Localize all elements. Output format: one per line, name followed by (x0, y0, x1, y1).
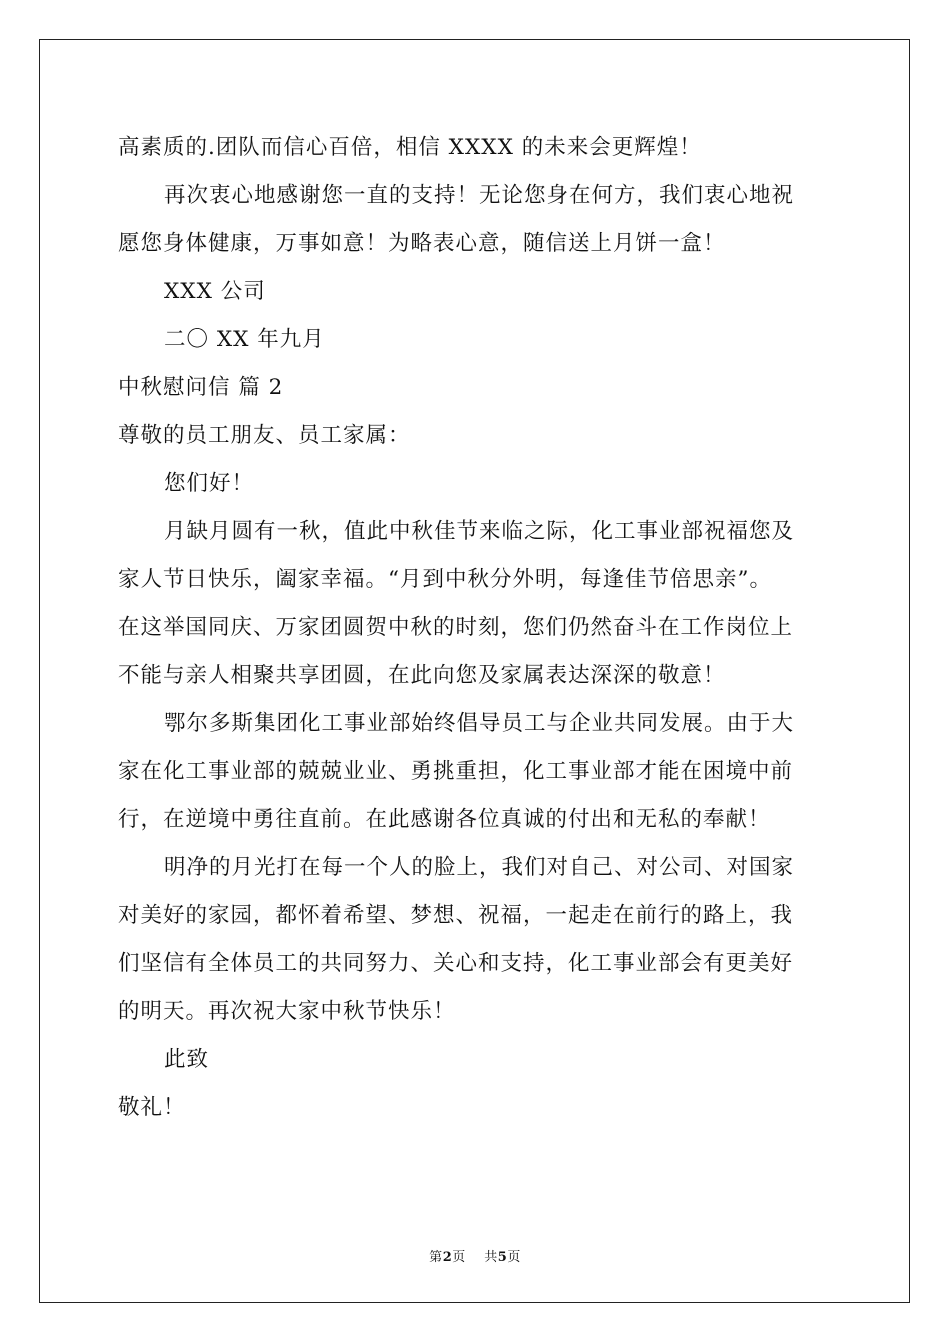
letter2-greeting: 您们好！ (164, 471, 255, 496)
footer-total-pages: 5 (497, 1250, 508, 1265)
thanks-paragraph-line: 再次衷心地感谢您一直的支持！无论您身在何方，我们衷心地祝 (164, 183, 795, 208)
paragraph2-line: 行，在逆境中勇往直前。在此感谢各位真诚的付出和无私的奉献！ (118, 807, 771, 832)
letter2-heading: 中秋慰问信 篇 2 (118, 375, 284, 400)
paragraph2-line: 鄂尔多斯集团化工事业部始终倡导员工与企业共同发展。由于大 (164, 711, 795, 736)
footer-mid: 页 共 (452, 1250, 498, 1265)
paragraph1-line: 不能与亲人相聚共享团圆，在此向您及家属表达深深的敬意！ (118, 663, 726, 688)
letter-date: 二〇 XX 年九月 (164, 327, 325, 352)
paragraph1-line: 月缺月圆有一秋，值此中秋佳节来临之际，化工事业部祝福您及 (164, 519, 795, 544)
document-body (118, 124, 835, 1132)
footer-prefix: 第 (429, 1250, 443, 1265)
page-footer (0, 1246, 950, 1265)
paragraph3-line: 明净的月光打在每一个人的脸上，我们对自己、对公司、对国家 (164, 855, 795, 880)
paragraph3-line: 们坚信有全体员工的共同努力、关心和支持，化工事业部会有更美好 (118, 951, 794, 976)
closing-ci-zhi: 此致 (164, 1047, 210, 1072)
paragraph3-line: 的明天。再次祝大家中秋节快乐！ (118, 999, 456, 1024)
thanks-paragraph-line: 愿您身体健康，万事如意！为略表心意，随信送上月饼一盒！ (118, 231, 726, 256)
closing-jing-li: 敬礼！ (118, 1095, 186, 1120)
letter2-salutation: 尊敬的员工朋友、员工家属： (118, 423, 411, 448)
paragraph1-line: 家人节日快乐，阖家幸福。“月到中秋分外明，每逢佳节倍思亲”。 (118, 567, 772, 592)
footer-suffix: 页 (507, 1250, 521, 1265)
paragraph2-line: 家在化工事业部的兢兢业业、勇挑重担，化工事业部才能在困境中前 (118, 759, 794, 784)
footer-page-number: 2 (442, 1250, 453, 1265)
paragraph3-line: 对美好的家园，都怀着希望、梦想、祝福，一起走在前行的路上，我 (118, 903, 794, 928)
letter1-tail-line: 高素质的.团队而信心百倍，相信 XXXX 的未来会更辉煌！ (118, 135, 702, 160)
paragraph1-line: 在这举国同庆、万家团圆贺中秋的时刻，您们仍然奋斗在工作岗位上 (118, 615, 794, 640)
company-signature: XXX 公司 (164, 279, 266, 304)
